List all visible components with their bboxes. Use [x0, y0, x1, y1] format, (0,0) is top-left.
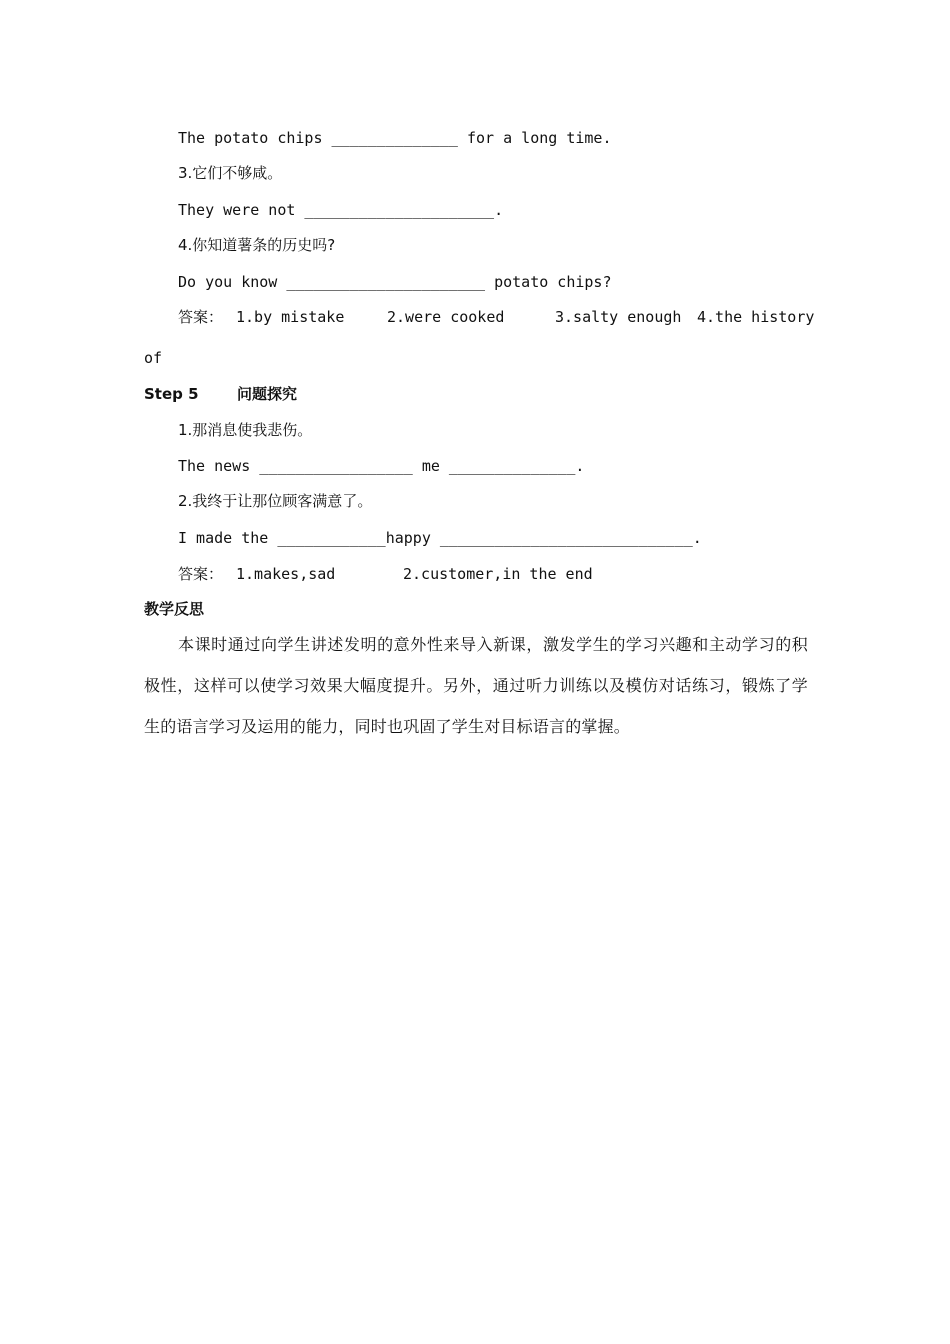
exercise-sentence-4: Do you know ______________________ potato chips?	[178, 273, 612, 291]
answer-4: 4.the history	[697, 308, 815, 326]
step-5-label: Step 5	[144, 385, 199, 403]
step-5-title: 问题探究	[237, 385, 298, 403]
step5-answer-2: 2.customer,in the end	[403, 565, 593, 583]
exercise-sentence-2: The potato chips ______________ for a long time.	[178, 129, 612, 147]
answer-1: 1.by mistake	[236, 308, 345, 326]
answer-3: 3.salty enough	[555, 308, 682, 326]
step5-answer-1: 1.makes,sad	[236, 565, 336, 583]
answer-2: 2.were cooked	[387, 308, 505, 326]
step5-exercise-2: I made the ____________happy ____________________________.	[178, 529, 702, 547]
step5-answer-label: 答案：	[178, 565, 224, 583]
step5-question-2-chinese: 2.我终于让那位顾客满意了。	[178, 492, 373, 510]
reflection-heading: 教学反思	[144, 600, 205, 618]
reflection-paragraph: 本课时通过向学生讲述发明的意外性来导入新课，激发学生的学习兴趣和主动学习的积极性，这样可以使学习效果大幅度提升。另外，通过听力训练以及模仿对话练习，锻炼了学生的语言学习及运用的能力，同时也巩固了学生对目标语言的掌握。	[144, 635, 808, 736]
answer-4-continued: of	[144, 349, 163, 367]
step5-exercise-1: The news _________________ me ______________.	[178, 457, 585, 475]
step5-question-1-chinese: 1.那消息使我悲伤。	[178, 421, 313, 439]
question-3-chinese: 3.它们不够咸。	[178, 164, 283, 182]
exercise-sentence-3: They were not _____________________.	[178, 201, 504, 219]
answer-label: 答案：	[178, 308, 224, 326]
question-4-chinese: 4.你知道薯条的历史吗?	[178, 236, 336, 254]
